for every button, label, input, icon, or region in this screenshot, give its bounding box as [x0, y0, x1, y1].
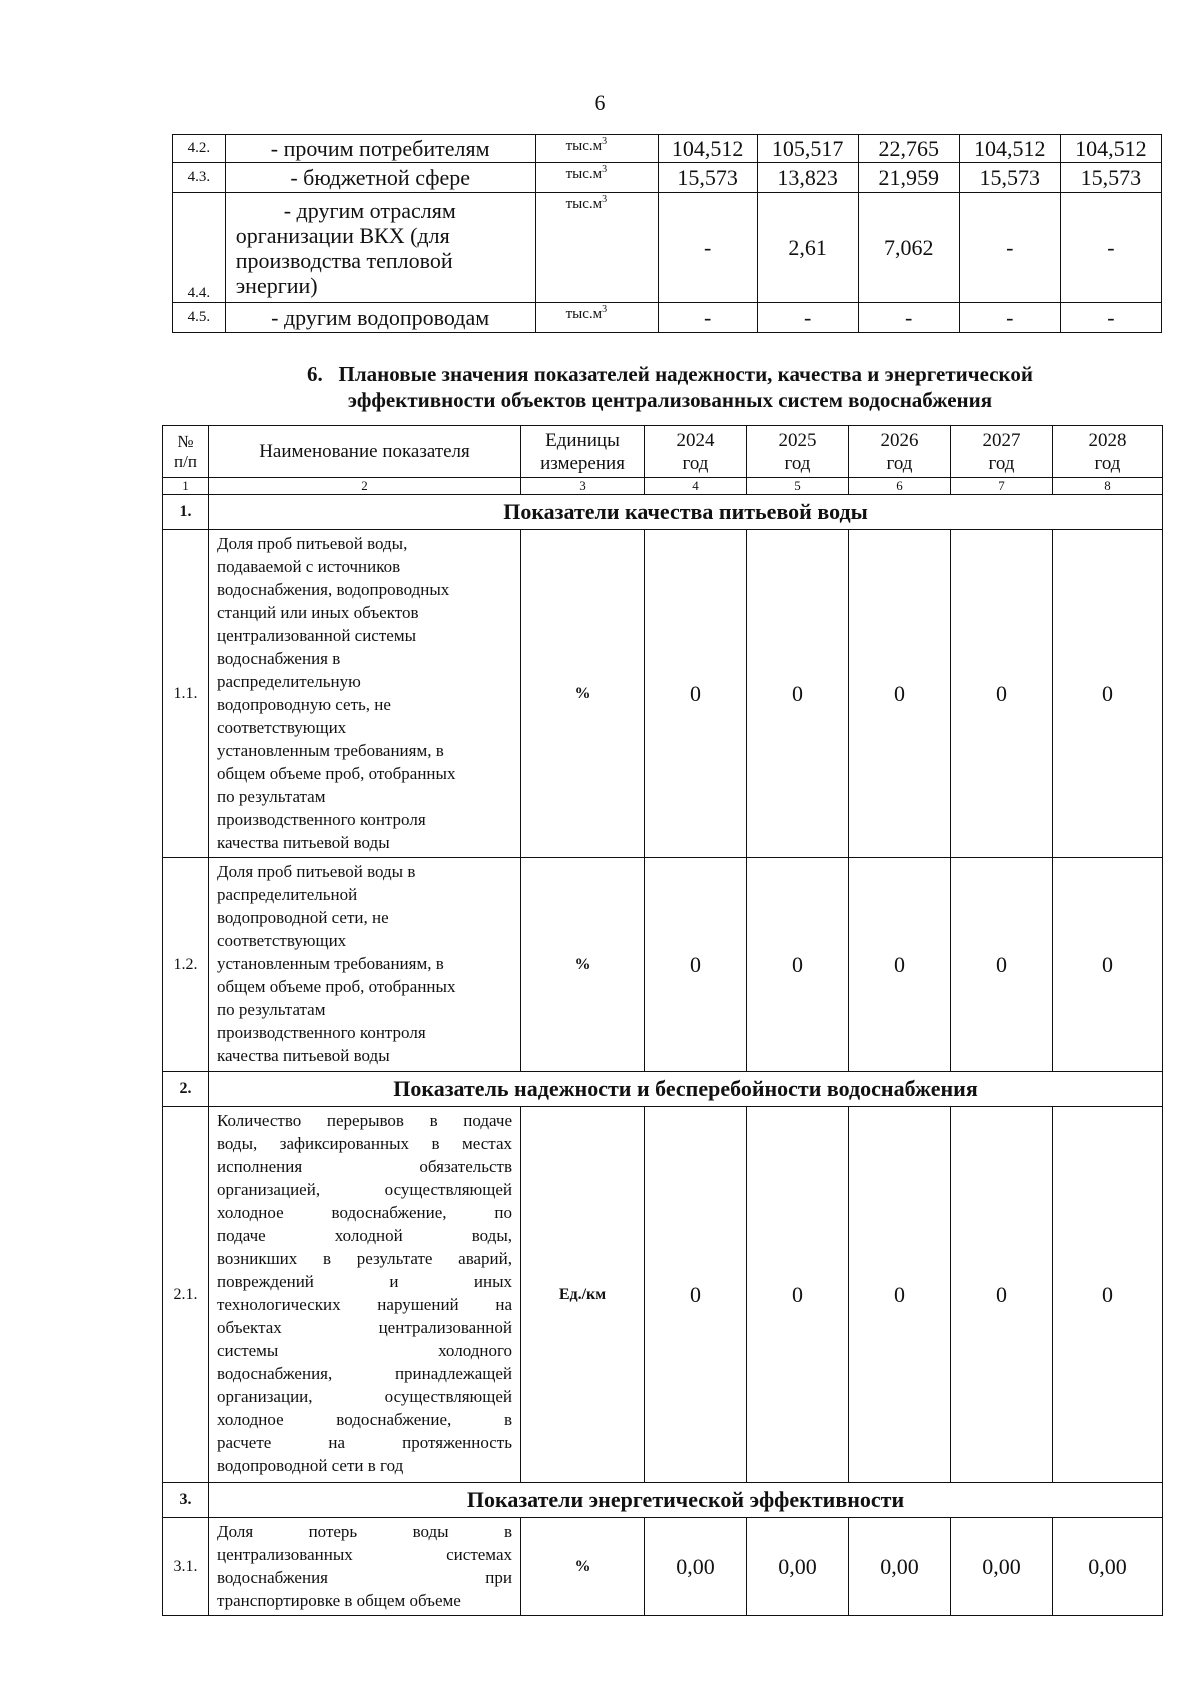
value-cell: 2,61 [757, 193, 858, 303]
value-cell: 0 [747, 1107, 849, 1483]
value-cell: 105,517 [757, 135, 858, 163]
indicators-table [162, 425, 1163, 1616]
section-row [163, 495, 1163, 530]
value-cell: 0 [645, 530, 747, 858]
header-year: 2025 год [747, 426, 849, 478]
row-number: 3.1. [163, 1518, 209, 1616]
header-year: 2026 год [849, 426, 951, 478]
value-cell: 104,512 [1060, 135, 1161, 163]
section-row [163, 1072, 1163, 1107]
section-row [163, 1483, 1163, 1518]
value-cell: 7,062 [858, 193, 959, 303]
value-cell: - [959, 303, 1060, 333]
row-number: 4.3. [173, 163, 226, 193]
indicator-description: Количество перерывов в подаче воды, зафиксированных в местах исполнения обязательств организацией, осуществляющей холодное водоснабжение, по подаче холодной воды, возникших в результате аварий, повреждений и иных технологических нарушений на объектах централизованной системы холодного водоснабжения, принадлежащей организации, осуществляющей холодное водоснабжение, в расчете на протяженность водопроводной сети в год [209, 1107, 521, 1483]
value-cell: 0 [951, 530, 1053, 858]
row-unit: $тыс.м^3$ [535, 193, 658, 303]
unit-cell: % [521, 530, 645, 858]
value-cell: 0,00 [747, 1518, 849, 1616]
table-row [173, 163, 1162, 193]
table-row [163, 530, 1163, 858]
column-number: 7 [951, 478, 1053, 495]
section-title: Показатель надежности и бесперебойности водоснабжения [209, 1072, 1163, 1107]
row-unit: $тыс.м^3$ [535, 163, 658, 193]
row-name-line: производства тепловой [235, 247, 453, 273]
column-numbers-row [163, 478, 1163, 495]
value-cell: 0 [1053, 858, 1163, 1072]
value-cell: 104,512 [658, 135, 757, 163]
value-cell: - [1060, 303, 1161, 333]
value-cell: 0,00 [645, 1518, 747, 1616]
row-name: - прочим потребителям [225, 135, 535, 163]
value-cell: 0 [951, 858, 1053, 1072]
column-number: 3 [521, 478, 645, 495]
value-cell: 0 [645, 858, 747, 1072]
table-row [173, 303, 1162, 333]
section-heading-line: 6. Плановые значения показателей надежности, качества и энергетической [307, 362, 1033, 386]
row-number: 1.1. [163, 530, 209, 858]
value-cell: - [757, 303, 858, 333]
row-unit: $тыс.м^3$ [535, 135, 658, 163]
row-name [225, 193, 535, 303]
indicator-description: Доля потерь воды в централизованных системах водоснабжения при транспортировке в общем объеме [209, 1518, 521, 1616]
value-cell: 0 [849, 1107, 951, 1483]
row-number: 2.1. [163, 1107, 209, 1483]
table-row [173, 135, 1162, 163]
header-name: Наименование показателя [209, 426, 521, 478]
value-cell: 0,00 [849, 1518, 951, 1616]
header-number: № п/п [163, 426, 209, 478]
section-number: 3. [163, 1483, 209, 1518]
consumption-table [172, 134, 1162, 333]
section-title: Показатели качества питьевой воды [209, 495, 1163, 530]
value-cell: 0 [1053, 530, 1163, 858]
unit-cell: % [521, 858, 645, 1072]
row-unit: $тыс.м^3$ [535, 303, 658, 333]
column-number: 2 [209, 478, 521, 495]
header-unit: Единицы измерения [521, 426, 645, 478]
column-number: 8 [1053, 478, 1163, 495]
value-cell: - [658, 303, 757, 333]
value-cell: - [1060, 193, 1161, 303]
column-number: 5 [747, 478, 849, 495]
value-cell: 0 [645, 1107, 747, 1483]
section-heading [180, 361, 1160, 413]
header-year: 2027 год [951, 426, 1053, 478]
section-title: Показатели энергетической эффективности [209, 1483, 1163, 1518]
column-number: 6 [849, 478, 951, 495]
value-cell: 0 [1053, 1107, 1163, 1483]
value-cell: 0,00 [951, 1518, 1053, 1616]
table-row [163, 1107, 1163, 1483]
value-cell: 21,959 [858, 163, 959, 193]
row-name-line: - другим отраслям [283, 197, 456, 223]
value-cell: 22,765 [858, 135, 959, 163]
row-name: - бюджетной сфере [225, 163, 535, 193]
table-row [163, 858, 1163, 1072]
value-cell: 15,573 [959, 163, 1060, 193]
row-name-line: организации ВКХ (для [235, 222, 450, 248]
section-heading-line: эффективности объектов централизованных систем водоснабжения [347, 388, 993, 412]
row-number: 4.2. [173, 135, 226, 163]
value-cell: 0,00 [1053, 1518, 1163, 1616]
value-cell: 0 [747, 530, 849, 858]
unit-cell: Ед./км [521, 1107, 645, 1483]
value-cell: 0 [849, 858, 951, 1072]
value-cell: 0 [849, 530, 951, 858]
value-cell: 15,573 [1060, 163, 1161, 193]
page-number: 6 [594, 90, 606, 115]
value-cell: 15,573 [658, 163, 757, 193]
row-name: - другим водопроводам [225, 303, 535, 333]
section-number: 2. [163, 1072, 209, 1107]
value-cell: 0 [951, 1107, 1053, 1483]
value-cell: 104,512 [959, 135, 1060, 163]
value-cell: - [959, 193, 1060, 303]
value-cell: 0 [747, 858, 849, 1072]
value-cell: 13,823 [757, 163, 858, 193]
unit-cell: % [521, 1518, 645, 1616]
value-cell: - [858, 303, 959, 333]
row-number: 4.4. [173, 193, 226, 303]
row-number: 4.5. [173, 303, 226, 333]
table-row [163, 1518, 1163, 1616]
row-name-line: энергии) [235, 272, 318, 298]
header-year: 2024 год [645, 426, 747, 478]
row-number: 1.2. [163, 858, 209, 1072]
column-number: 4 [645, 478, 747, 495]
header-row [163, 426, 1163, 478]
value-cell: - [658, 193, 757, 303]
table-row [173, 193, 1162, 303]
section-number: 1. [163, 495, 209, 530]
header-year: 2028 год [1053, 426, 1163, 478]
column-number: 1 [163, 478, 209, 495]
indicator-description: Доля проб питьевой воды в распределительной водопроводной сети, не соответствующих установленным требованиям, в общем объеме проб, отобранных по результатам производственного контроля качества питьевой воды [209, 858, 521, 1072]
indicator-description: Доля проб питьевой воды, подаваемой с источников водоснабжения, водопроводных станций или иных объектов централизованной системы водоснабжения в распределительную водопроводную сеть, не соответствующих установленным требованиям, в общем объеме проб, отобранных по результатам производственного контроля качества питьевой воды [209, 530, 521, 858]
